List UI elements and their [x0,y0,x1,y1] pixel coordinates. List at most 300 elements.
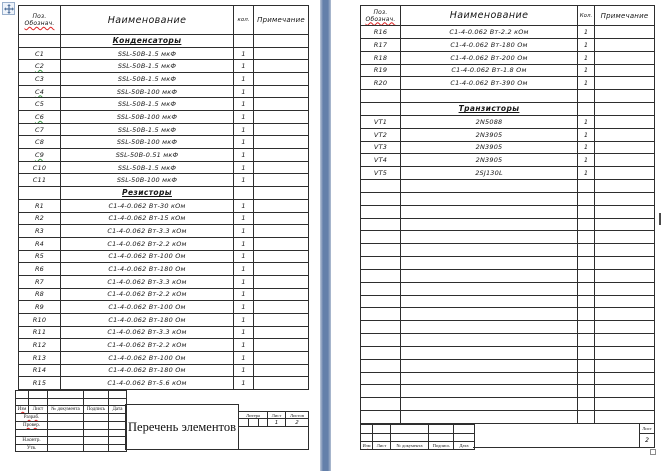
name-cell[interactable]: С1-4-0.062 Вт-1.8 Ом [401,64,578,77]
note-cell[interactable] [595,38,654,51]
qty-cell[interactable] [578,218,595,231]
qty-cell[interactable]: 1 [234,123,254,136]
titleblock-cell[interactable] [48,413,84,421]
note-cell[interactable] [595,307,654,320]
ref-cell[interactable]: VT2 [361,128,401,141]
titleblock-cell[interactable] [84,398,109,405]
name-cell[interactable]: SSL-50B-1.5 мкФ [61,59,234,72]
qty-cell[interactable] [578,179,595,192]
ref-cell[interactable]: R9 [19,300,61,313]
name-cell[interactable]: С1-4-0.062 Вт-30 кОм [61,199,234,212]
section-title[interactable]: Транзисторы [401,102,578,115]
name-cell[interactable]: С1-4-0.062 Вт-100 Ом [61,351,234,364]
qty-cell[interactable]: 1 [578,153,595,166]
qty-cell[interactable] [578,192,595,205]
qty-cell[interactable]: 1 [578,76,595,89]
name-cell[interactable]: 2SJ130L [401,166,578,179]
pos-cell[interactable] [361,307,401,320]
note-cell[interactable] [595,359,654,372]
name-cell[interactable]: С1-4-0.062 Вт-100 Ом [61,300,234,313]
pos-cell[interactable] [361,372,401,385]
name-cell[interactable] [401,192,578,205]
name-cell[interactable]: SSL-50B-0.51 мкФ [61,148,234,161]
ref-cell[interactable]: R14 [19,364,61,377]
ref-cell[interactable]: R10 [19,313,61,326]
pos-cell[interactable] [19,186,61,199]
qty-cell[interactable]: 1 [234,173,254,186]
name-cell[interactable] [401,243,578,256]
name-cell[interactable] [401,320,578,333]
qty-cell[interactable] [578,295,595,308]
qty-cell[interactable]: 1 [234,47,254,60]
table-move-handle-icon[interactable] [2,2,15,15]
footer-cell[interactable] [429,425,454,433]
qty-cell[interactable]: 1 [234,212,254,225]
ref-cell[interactable]: R2 [19,212,61,225]
note-cell[interactable] [595,218,654,231]
qty-cell[interactable]: 1 [234,224,254,237]
note-cell[interactable] [595,346,654,359]
column-header-qty[interactable]: кол. [234,6,254,34]
name-cell[interactable] [401,89,578,102]
ref-cell[interactable]: VT3 [361,141,401,154]
pos-cell[interactable] [361,295,401,308]
titleblock-cell[interactable] [29,398,48,405]
qty-cell[interactable]: 1 [578,115,595,128]
footer-cell[interactable] [391,425,429,433]
name-cell[interactable]: С1-4-0.062 Вт-3.3 кОм [61,224,234,237]
name-cell[interactable]: SSL-50B-100 мкФ [61,135,234,148]
pos-cell[interactable] [361,102,401,115]
qty-cell[interactable]: 1 [578,25,595,38]
name-cell[interactable] [401,269,578,282]
name-cell[interactable] [401,218,578,231]
titleblock-cell[interactable] [48,391,84,398]
pos-cell[interactable] [361,218,401,231]
qty-cell[interactable] [578,320,595,333]
ref-cell[interactable]: C6 [19,110,61,123]
litera-cell-2[interactable] [249,419,259,427]
note-cell[interactable] [254,97,308,110]
qty-cell[interactable]: 1 [234,351,254,364]
name-cell[interactable]: С1-4-0.062 Вт-2.2 кОм [401,25,578,38]
note-cell[interactable] [254,59,308,72]
name-cell[interactable]: SSL-50B-1.5 мкФ [61,161,234,174]
note-cell[interactable] [254,212,308,225]
qty-cell[interactable] [578,243,595,256]
qty-cell[interactable] [578,205,595,218]
pos-header-line1: Поз. [373,8,388,16]
ref-cell[interactable]: VT1 [361,115,401,128]
ref-cell[interactable]: R19 [361,64,401,77]
name-cell[interactable]: SSL-50B-1.5 мкФ [61,72,234,85]
note-cell[interactable] [254,148,308,161]
column-header-note[interactable]: Примечание [600,11,649,20]
note-cell[interactable] [254,250,308,263]
footer-cell[interactable] [361,425,373,433]
footer-cell[interactable] [454,433,474,441]
ref-cell[interactable]: R20 [361,76,401,89]
pos-cell[interactable] [361,320,401,333]
titleblock-cell[interactable] [109,436,126,444]
note-cell[interactable] [254,199,308,212]
qty-cell[interactable] [578,410,595,423]
qty-cell[interactable]: 1 [578,128,595,141]
titleblock-cell[interactable] [84,391,109,398]
note-cell[interactable] [595,179,654,192]
ref-cell[interactable]: R4 [19,237,61,250]
titleblock-cell[interactable] [48,421,84,429]
name-cell[interactable]: SSL-50B-100 мкФ [61,85,234,98]
note-cell[interactable] [254,237,308,250]
footer-header-label: Подпись [429,441,454,449]
titleblock-cell[interactable] [109,398,126,405]
ref-cell[interactable]: VT4 [361,153,401,166]
name-cell[interactable]: SSL-50B-1.5 мкФ [61,97,234,110]
note-cell[interactable] [254,173,308,186]
footer-cell[interactable] [429,433,454,441]
qty-cell[interactable]: 1 [234,313,254,326]
name-cell[interactable]: С1-4-0.062 Вт-2.2 кОм [61,288,234,301]
note-cell[interactable] [595,102,654,115]
note-cell[interactable] [595,205,654,218]
note-cell[interactable] [254,72,308,85]
elements-table-page2[interactable] [360,5,655,424]
note-cell[interactable] [595,192,654,205]
ref-cell[interactable]: R6 [19,262,61,275]
qty-cell[interactable] [578,359,595,372]
qty-cell[interactable]: 1 [234,199,254,212]
note-cell[interactable] [595,282,654,295]
titleblock-cell[interactable] [109,413,126,421]
ref-cell[interactable]: R12 [19,338,61,351]
name-cell[interactable] [401,256,578,269]
pos-cell[interactable] [361,333,401,346]
note-cell[interactable] [254,364,308,377]
note-cell[interactable] [595,25,654,38]
qty-cell[interactable]: 1 [234,250,254,263]
note-cell[interactable] [595,243,654,256]
litera-bottom-cell[interactable] [239,427,308,449]
footer-cell[interactable] [391,433,429,441]
note-cell[interactable] [595,295,654,308]
qty-cell[interactable] [578,372,595,385]
note-cell[interactable] [595,410,654,423]
note-cell[interactable] [595,76,654,89]
pos-cell[interactable] [361,256,401,269]
column-header-name[interactable]: Наименование [61,6,234,34]
name-cell[interactable]: SSL-50B-1.5 мкФ [61,47,234,60]
qty-cell[interactable] [578,102,595,115]
footer-cell[interactable] [361,433,373,441]
name-cell[interactable]: SSL-50B-100 мкФ [61,173,234,186]
ref-cell[interactable]: C9 [19,148,61,161]
name-cell[interactable]: С1-4-0.062 Вт-15 кОм [61,212,234,225]
qty-cell[interactable] [578,397,595,410]
ref-cell[interactable]: R5 [19,250,61,263]
note-cell[interactable] [254,288,308,301]
name-cell[interactable]: 2N3905 [401,141,578,154]
qty-cell[interactable]: 1 [234,148,254,161]
name-cell[interactable] [401,359,578,372]
ref-cell[interactable]: R18 [361,51,401,64]
pos-cell[interactable] [361,243,401,256]
qty-cell[interactable]: 1 [234,326,254,339]
name-cell[interactable]: С1-4-0.062 Вт-2.2 кОм [61,338,234,351]
titleblock-cell[interactable] [29,391,48,398]
qty-cell[interactable] [578,230,595,243]
column-header-pos[interactable] [19,6,61,34]
note-cell[interactable] [254,85,308,98]
note-cell[interactable] [254,338,308,351]
qty-cell[interactable]: 1 [234,110,254,123]
ref-cell[interactable]: C8 [19,135,61,148]
titleblock-cell[interactable] [109,444,126,451]
pos-cell[interactable] [361,89,401,102]
note-cell[interactable] [595,384,654,397]
document-title: Перечень элементов [128,419,236,434]
name-cell[interactable]: 2N3905 [401,128,578,141]
pos-cell[interactable] [361,384,401,397]
qty-cell[interactable]: 1 [578,51,595,64]
qty-cell[interactable]: 1 [234,135,254,148]
note-cell[interactable] [595,166,654,179]
column-header-qty[interactable]: Кол. [578,6,595,25]
footer-sheet-value[interactable]: 2 [645,437,649,444]
qty-cell[interactable]: 1 [578,38,595,51]
titleblock-cell[interactable] [109,421,126,429]
qty-cell[interactable]: 1 [234,59,254,72]
qty-cell[interactable]: 1 [234,364,254,377]
column-header-note[interactable]: Примечание [257,16,305,24]
qty-cell[interactable]: 1 [234,97,254,110]
note-cell[interactable] [254,351,308,364]
note-cell[interactable] [595,89,654,102]
ref-cell[interactable]: C3 [19,72,61,85]
qty-cell[interactable] [578,256,595,269]
qty-cell[interactable] [578,346,595,359]
titleblock-cell[interactable] [16,398,29,405]
pos-cell[interactable] [361,346,401,359]
qty-cell[interactable]: 1 [234,338,254,351]
qty-cell[interactable]: 1 [234,288,254,301]
name-cell[interactable]: 2N5088 [401,115,578,128]
ref-cell[interactable]: R3 [19,224,61,237]
note-cell[interactable] [595,115,654,128]
footer-cell[interactable] [373,433,391,441]
note-cell[interactable] [254,47,308,60]
note-cell[interactable] [595,153,654,166]
note-cell[interactable] [595,372,654,385]
qty-cell[interactable] [578,89,595,102]
qty-cell[interactable]: 1 [234,262,254,275]
ref-cell[interactable]: R7 [19,275,61,288]
sheet-value[interactable]: 1 [268,419,286,427]
titleblock-cell[interactable] [16,391,29,398]
ref-cell[interactable]: R8 [19,288,61,301]
qty-cell[interactable] [578,307,595,320]
note-cell[interactable] [595,269,654,282]
qty-cell[interactable]: 1 [578,141,595,154]
pos-cell[interactable] [361,410,401,423]
name-cell[interactable] [401,397,578,410]
footer-cell[interactable] [373,425,391,433]
ref-cell[interactable]: C1 [19,47,61,60]
qty-cell[interactable] [234,186,254,199]
column-header-pos[interactable] [361,6,401,25]
titleblock-header-label: Подпись [84,405,109,413]
name-cell[interactable]: 2N3905 [401,153,578,166]
note-cell[interactable] [254,275,308,288]
name-cell[interactable]: С1-4-0.062 Вт-390 Ом [401,76,578,89]
titleblock-cell[interactable] [48,398,84,405]
qty-cell[interactable] [578,384,595,397]
qty-cell[interactable]: 1 [234,161,254,174]
name-cell[interactable]: С1-4-0.062 Вт-200 Ом [401,51,578,64]
name-cell[interactable] [401,384,578,397]
qty-cell[interactable] [234,34,254,47]
name-cell[interactable] [401,230,578,243]
pos-cell[interactable] [19,34,61,47]
ref-cell[interactable]: C11 [19,173,61,186]
pos-cell[interactable] [361,282,401,295]
pos-cell[interactable] [361,359,401,372]
qty-cell[interactable] [578,333,595,346]
titleblock-cell[interactable] [84,444,109,451]
ref-cell[interactable]: R13 [19,351,61,364]
titleblock-role-label [16,429,48,436]
titleblock-cell[interactable] [48,429,84,436]
titleblock-cell[interactable] [109,391,126,398]
qty-cell[interactable] [578,282,595,295]
pos-cell[interactable] [361,269,401,282]
titleblock-cell[interactable] [109,429,126,436]
footer-header-label: Лист [373,441,391,449]
name-cell[interactable]: С1-4-0.062 Вт-5.6 кОм [61,376,234,389]
note-cell[interactable] [595,141,654,154]
litera-cell-1[interactable] [239,419,249,427]
footer-center-cell[interactable] [473,424,640,448]
note-cell[interactable] [254,376,308,389]
note-cell[interactable] [254,161,308,174]
ref-cell[interactable]: R17 [361,38,401,51]
pos-cell[interactable] [361,397,401,410]
sheets-value[interactable]: 2 [286,419,308,427]
note-cell[interactable] [254,300,308,313]
elements-table-page1[interactable] [18,5,309,390]
note-cell[interactable] [595,128,654,141]
document-title-cell[interactable] [125,404,238,450]
pos-cell[interactable] [361,205,401,218]
litera-cell-3[interactable] [259,419,268,427]
note-cell[interactable] [595,51,654,64]
note-cell[interactable] [254,262,308,275]
pos-header-line2: Обознач. [24,20,55,27]
qty-cell[interactable]: 1 [578,64,595,77]
note-cell[interactable] [595,320,654,333]
name-cell[interactable]: С1-4-0.062 Вт-180 Ом [61,364,234,377]
qty-cell[interactable]: 1 [578,166,595,179]
name-cell[interactable] [401,333,578,346]
name-cell[interactable]: С1-4-0.062 Вт-180 Ом [61,262,234,275]
table-resize-handle[interactable] [650,449,656,455]
qty-cell[interactable]: 1 [234,237,254,250]
pos-cell[interactable] [361,230,401,243]
pos-cell[interactable] [361,179,401,192]
ref-cell[interactable]: C4 [19,85,61,98]
qty-cell[interactable]: 1 [234,300,254,313]
note-cell[interactable] [595,256,654,269]
name-cell[interactable] [401,372,578,385]
note-cell[interactable] [254,135,308,148]
name-cell[interactable]: С1-4-0.062 Вт-180 Ом [401,38,578,51]
qty-cell[interactable]: 1 [234,376,254,389]
titleblock-cell[interactable] [48,436,84,444]
name-cell[interactable]: С1-4-0.062 Вт-2.2 кОм [61,237,234,250]
name-cell[interactable]: SSL-50B-100 мкФ [61,110,234,123]
page-divider [320,0,331,471]
name-cell[interactable]: С1-4-0.062 Вт-180 Ом [61,313,234,326]
note-cell[interactable] [254,224,308,237]
pos-cell[interactable] [361,192,401,205]
note-cell[interactable] [254,123,308,136]
note-cell[interactable] [595,397,654,410]
name-cell[interactable]: SSL-50B-1.5 мкФ [61,123,234,136]
titleblock-cell[interactable] [84,413,109,421]
note-cell[interactable] [254,110,308,123]
ref-cell[interactable]: C2 [19,59,61,72]
ref-cell[interactable]: C7 [19,123,61,136]
column-header-name[interactable]: Наименование [401,6,578,25]
name-cell[interactable]: С1-4-0.062 Вт-3.3 кОм [61,326,234,339]
name-cell[interactable] [401,346,578,359]
qty-cell[interactable] [578,269,595,282]
name-cell[interactable] [401,282,578,295]
name-cell[interactable]: С1-4-0.062 Вт-100 Ом [61,250,234,263]
note-cell[interactable] [254,34,308,47]
section-title[interactable]: Конденсаторы [61,34,234,47]
qty-cell[interactable]: 1 [234,275,254,288]
titleblock-cell[interactable] [48,444,84,451]
ref-cell[interactable]: R11 [19,326,61,339]
ref-cell[interactable]: R15 [19,376,61,389]
note-cell[interactable] [254,313,308,326]
note-cell[interactable] [595,230,654,243]
qty-cell[interactable]: 1 [234,85,254,98]
name-cell[interactable] [401,307,578,320]
ref-cell[interactable]: C10 [19,161,61,174]
titleblock-cell[interactable] [84,436,109,444]
name-cell[interactable] [401,295,578,308]
titleblock-cell[interactable] [84,429,109,436]
name-cell[interactable]: С1-4-0.062 Вт-3.3 кОм [61,275,234,288]
note-cell[interactable] [254,186,308,199]
name-cell[interactable] [401,179,578,192]
qty-cell[interactable]: 1 [234,72,254,85]
name-cell[interactable] [401,410,578,423]
titleblock-cell[interactable] [84,421,109,429]
note-cell[interactable] [254,326,308,339]
note-cell[interactable] [595,64,654,77]
ref-cell[interactable]: R16 [361,25,401,38]
ref-cell[interactable]: C5 [19,97,61,110]
ref-cell[interactable]: VT5 [361,166,401,179]
section-title[interactable]: Резисторы [61,186,234,199]
footer-cell[interactable] [454,425,474,433]
name-cell[interactable] [401,205,578,218]
note-cell[interactable] [595,333,654,346]
ref-cell[interactable]: R1 [19,199,61,212]
